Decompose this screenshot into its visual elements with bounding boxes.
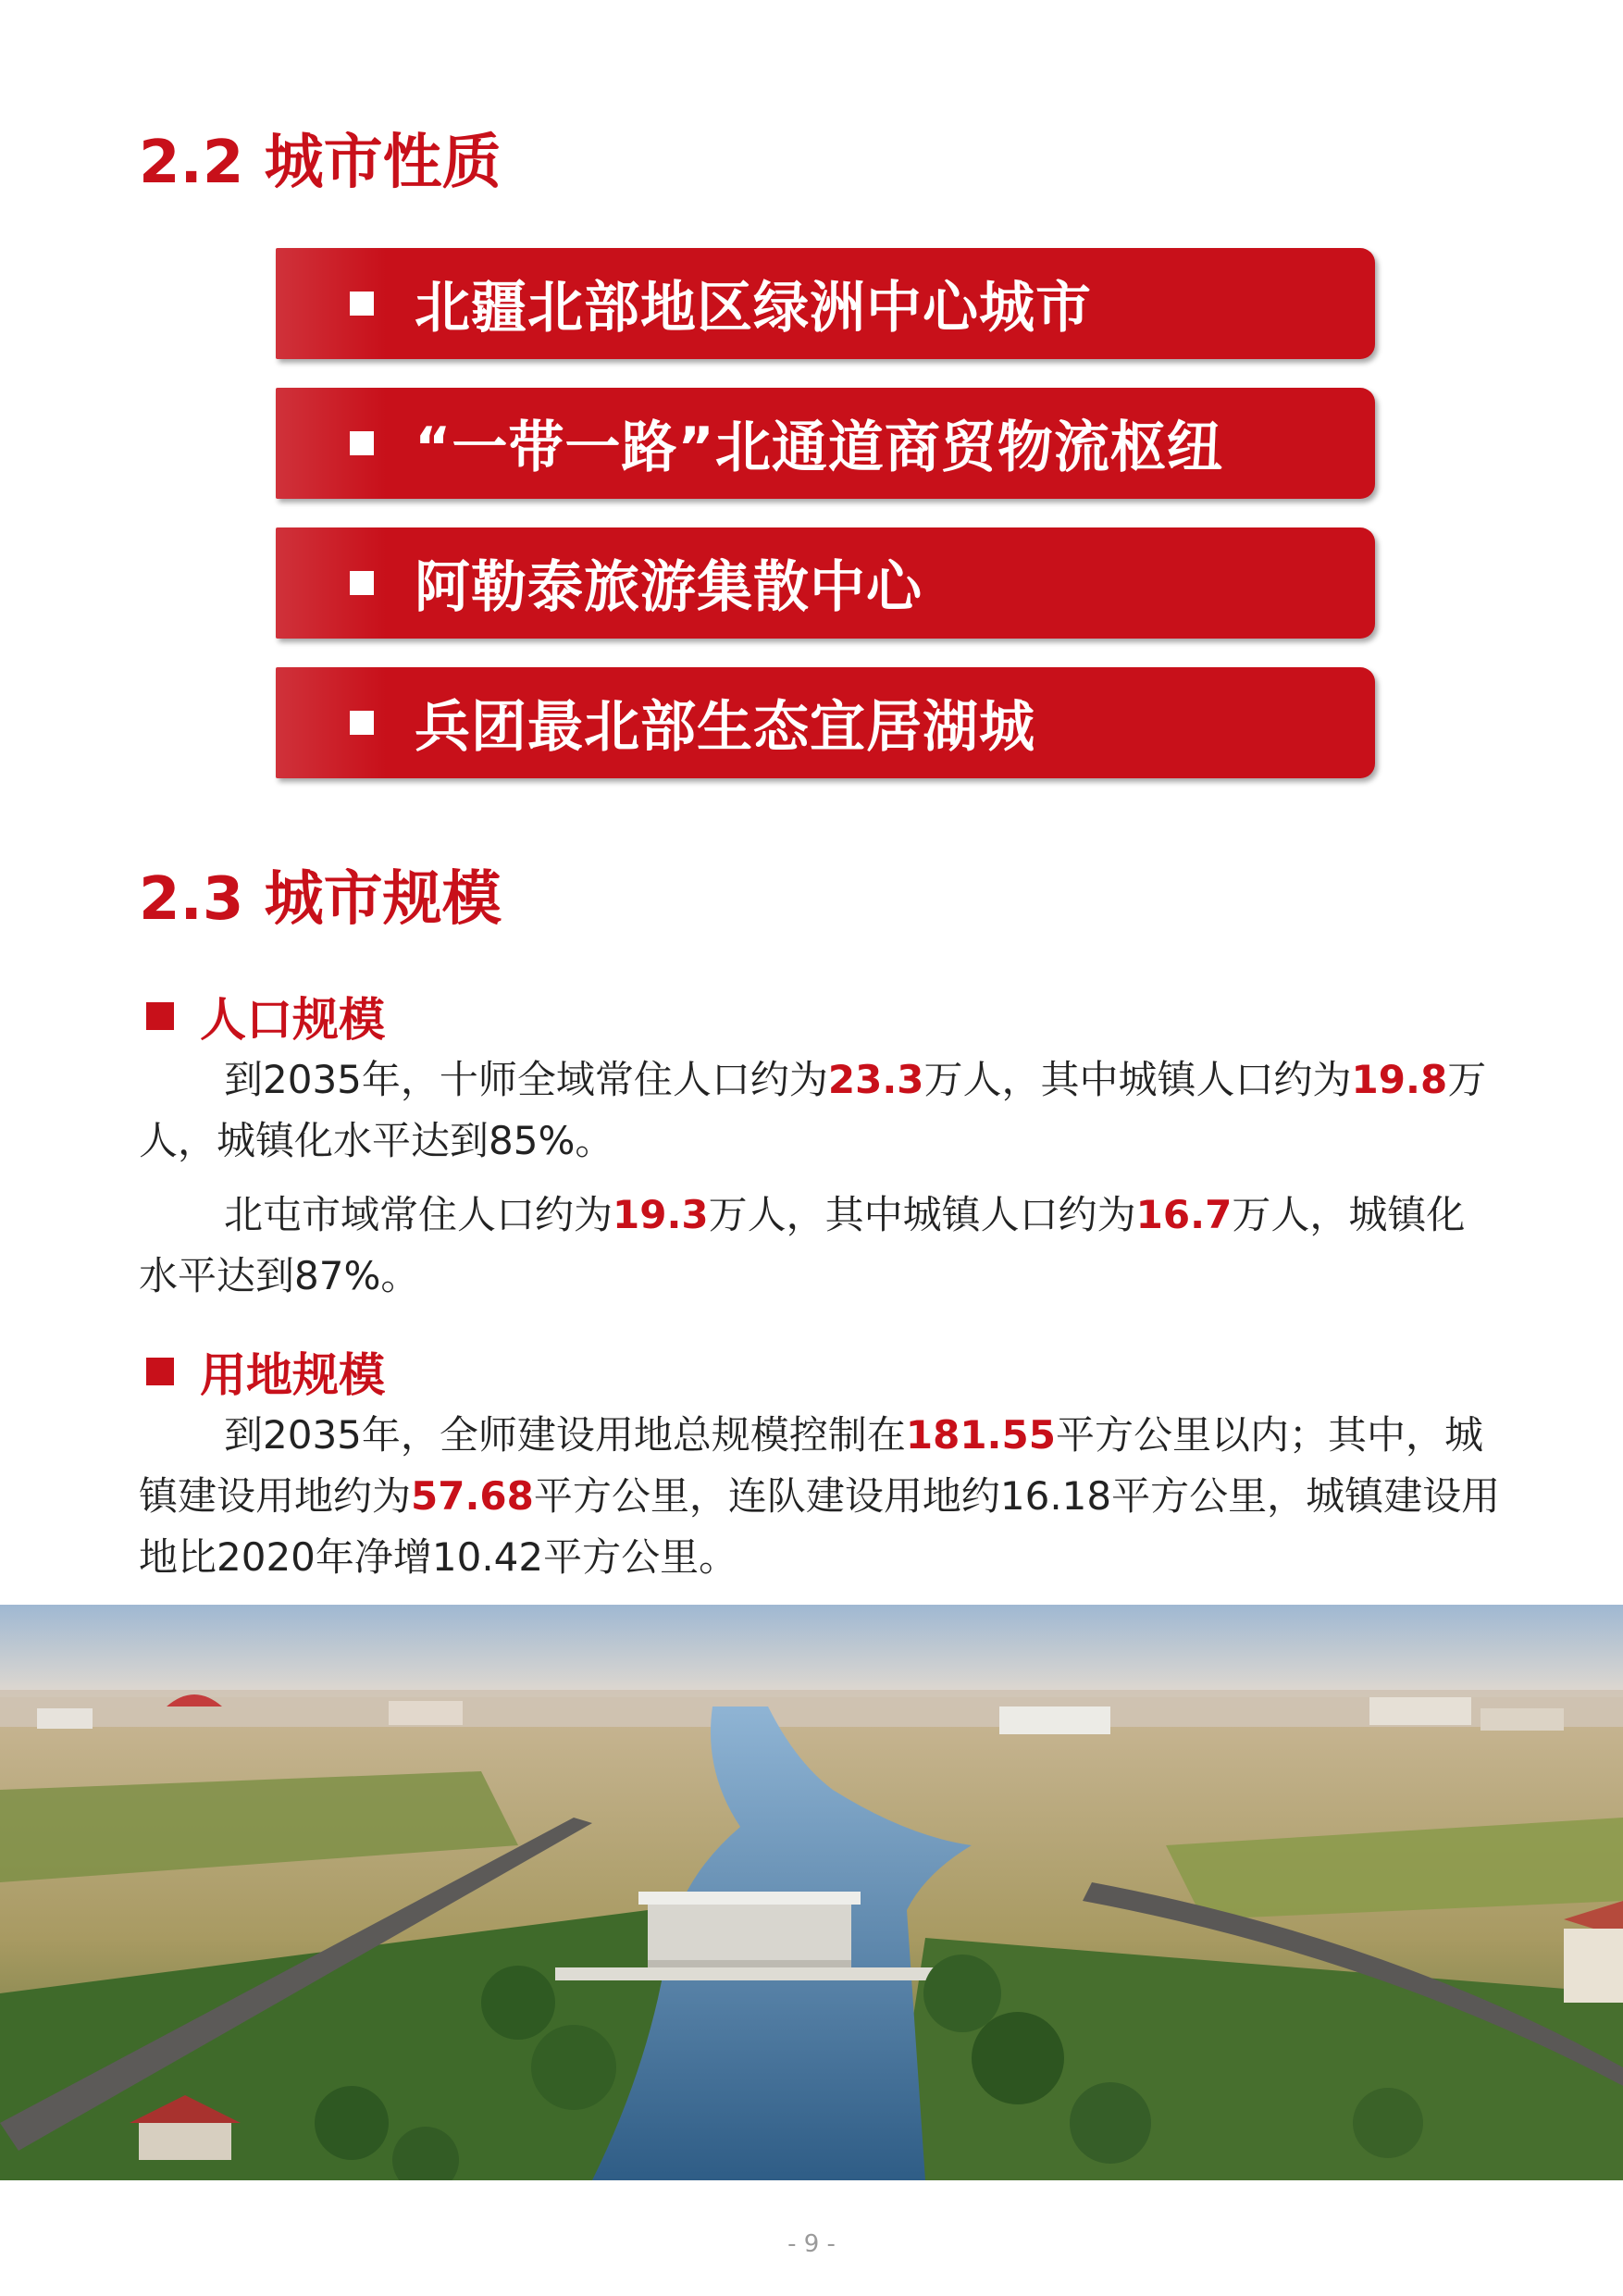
paragraph-text: 万人，其中城镇人口约为 (923, 1057, 1352, 1102)
city-nature-item (276, 248, 1375, 359)
city-nature-item (276, 667, 1375, 778)
land-heading (146, 1338, 385, 1405)
section-title-2-2: 2.2 城市性质 (139, 129, 502, 197)
city-nature-item-text: 兵团最北部生态宜居湖城 (415, 695, 1035, 760)
highlight-value: 19.8 (1351, 1057, 1448, 1102)
population-heading-text: 人口规模 (200, 993, 385, 1047)
paragraph-text: 到2035年，全师建设用地总规模控制在 (224, 1412, 906, 1458)
square-bullet-icon (350, 571, 374, 595)
paragraph-text: 平方公里，连队建设用地约16.18平方公里，城镇建设用地比2020年净增10.42平方公里。 (139, 1473, 1501, 1580)
highlight-value: 16.7 (1135, 1192, 1233, 1237)
paragraph-text: 北屯市域常住人口约为 (224, 1192, 613, 1237)
city-nature-item-text: “一带一路”北通道商贸物流枢纽 (415, 416, 1223, 480)
paragraph-text: 万人，其中城镇人口约为 (708, 1192, 1136, 1237)
highlight-value: 181.55 (905, 1412, 1056, 1458)
population-heading (146, 983, 385, 1049)
section-title-2-3: 2.3 城市规模 (139, 865, 502, 934)
square-bullet-icon (350, 711, 374, 735)
square-bullet-icon (350, 292, 374, 316)
city-nature-item-text: 北疆北部地区绿洲中心城市 (415, 276, 1092, 341)
city-nature-list (276, 248, 1375, 807)
square-bullet-icon (350, 431, 374, 455)
city-nature-item (276, 388, 1375, 499)
city-aerial-photo (0, 1605, 1623, 2180)
page-number: - 9 - (787, 2230, 836, 2258)
highlight-value: 19.3 (613, 1192, 709, 1237)
square-bullet-icon (146, 1358, 174, 1385)
highlight-value: 57.68 (411, 1473, 534, 1519)
highlight-value: 23.3 (827, 1057, 924, 1102)
paragraph-text: 万人，城镇化水平达到85%。 (139, 1057, 1487, 1163)
paragraph-text: 平方公里以内；其中，城镇建设用地约为 (139, 1412, 1483, 1519)
land-paragraph (139, 1405, 1501, 1588)
paragraph-text: 到2035年，十师全域常住人口约为 (224, 1057, 828, 1102)
land-heading-text: 用地规模 (200, 1348, 385, 1402)
city-nature-item (276, 527, 1375, 639)
square-bullet-icon (146, 1002, 174, 1030)
city-nature-item-text: 阿勒泰旅游集散中心 (415, 555, 923, 620)
population-paragraph-1 (139, 1049, 1501, 1172)
aerial-landscape-illustration (0, 1605, 1623, 2180)
population-paragraph-2 (139, 1185, 1501, 1307)
paragraph-text: 万人，城镇化水平达到87%。 (139, 1192, 1466, 1298)
